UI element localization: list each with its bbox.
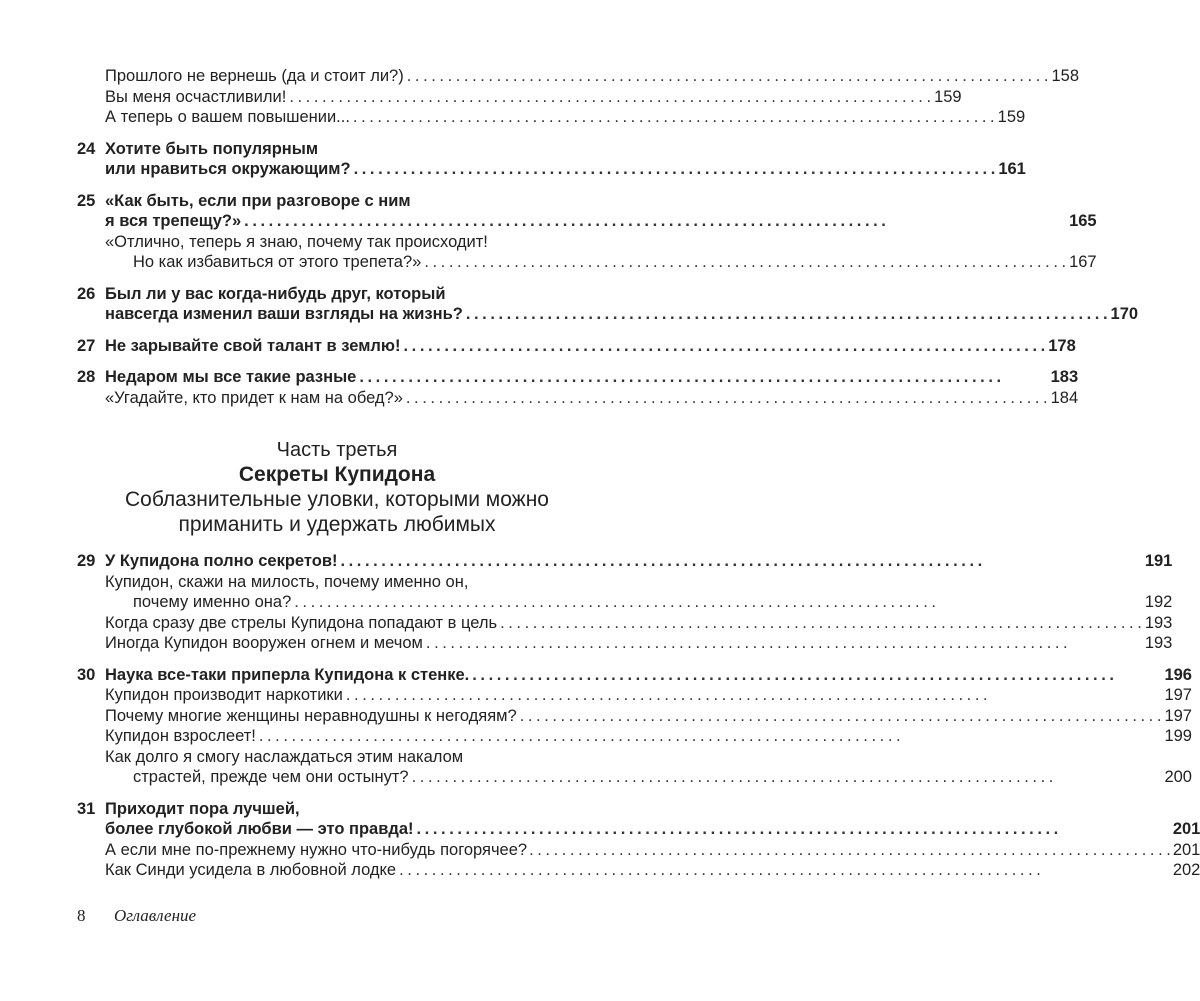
page-number: 201 [1172,820,1200,838]
page-number: 200 [1164,768,1192,786]
dot-leader [404,336,1046,357]
dot-leader [354,159,996,180]
page-number: 161 [998,160,1026,178]
page-number: 193 [1144,613,1173,632]
running-title: Оглавление [114,906,197,925]
dot-leader [500,613,1142,634]
subentry-title-cont: Но как избавиться от этого трепета?» [133,253,422,271]
toc-chapter-28 [77,367,1079,408]
page-number: 165 [1069,212,1097,230]
dot-leader [244,211,1066,232]
chapter-number: 27 [77,336,96,355]
chapter-title-cont: или нравиться окружающим? [105,160,351,178]
chapter-number: 30 [77,665,96,684]
dot-leader [359,367,1047,388]
toc-subentry [77,107,1026,128]
part-title: Секреты Купидона [238,463,436,486]
toc-chapter-29 [77,551,1173,654]
toc-chapter-30 [77,665,1192,788]
subentry-title-cont: почему именно она? [133,593,292,611]
dot-leader [353,107,995,128]
dot-leader [466,304,1108,325]
part-subtitle-cont: приманить и удержать любимых [178,513,496,536]
subentry-title: Купидон производит наркотики [105,686,343,704]
dot-leader [407,66,1049,87]
chapter-title: Хотите быть популярным [105,139,319,158]
subentry-title: Купидон, скажи на милость, почему именно он, [105,572,469,591]
subentry-title: Как Синди усидела в любовной лодке [105,861,397,879]
dot-leader [340,551,1141,572]
chapter-number: 29 [77,552,96,570]
page-number: 202 [1172,861,1200,879]
page-number: 197 [1164,686,1192,704]
dot-leader [520,706,1162,727]
page-number: 193 [1144,634,1173,652]
page-number: 191 [1144,552,1173,570]
page-number: 201 [1172,840,1200,859]
entry-title: А теперь о вашем повышении... [105,108,350,126]
chapter-number: 28 [77,368,96,386]
page-number: 192 [1144,593,1173,611]
chapter-title-cont: более глубокой любви — это правда! [105,820,414,838]
page-number: 184 [1050,388,1079,407]
subentry-title-cont: страстей, прежде чем они остынут? [133,768,409,786]
chapter-title: Наука все-таки приперла Купидона к стенке. [105,665,470,684]
toc-chapter-26 [77,284,1139,325]
page-number: 170 [1110,305,1139,323]
chapter-title: Приходит пора лучшей, [105,799,300,818]
dot-leader [426,633,1142,654]
part-subtitle: Соблазнительные уловки, которыми можно [125,488,549,511]
chapter-number: 31 [77,799,96,818]
toc-subentry [77,66,1079,87]
page-number: 183 [1050,368,1079,386]
dot-leader [294,592,1142,613]
toc-subentry [77,87,962,108]
toc-chapter-27 [77,336,1076,357]
entry-title: Прошлого не вернешь (да и стоит ли?) [105,67,404,85]
subentry-title: А если мне по-прежнему нужно что-нибудь погорячее? [105,840,528,859]
chapter-title: У Купидона полно секретов! [105,552,338,570]
chapter-number: 25 [77,191,96,210]
folio-page-number: 8 [77,906,86,925]
subentry-title: Когда сразу две стрелы Купидона попадают в цель [105,613,498,632]
subentry-title: Купидон взрослеет! [105,727,256,745]
subentry-title: Иногда Купидон вооружен огнем и мечом [105,634,423,652]
page-number: 159 [934,87,962,106]
chapter-title-cont: я вся трепещу?» [105,212,242,230]
page-footer [77,906,196,926]
subentry-title: «Угадайте, кто придет к нам на обед?» [105,388,403,407]
table-of-contents [77,66,1200,881]
page-number: 158 [1051,67,1079,85]
chapter-number: 26 [77,284,96,303]
dot-leader [399,860,1170,881]
toc-chapter-31 [77,799,1200,881]
dot-leader [289,87,931,108]
page-number: 159 [997,108,1026,126]
chapter-title-cont: навсегда изменил ваши взгляды на жизнь? [105,305,463,323]
page-number: 199 [1164,727,1192,745]
page-number: 167 [1069,253,1097,271]
dot-leader [472,665,1161,686]
chapter-title: Недаром мы все такие разные [105,368,357,386]
chapter-title: Был ли у вас когда-нибудь друг, который [105,284,446,303]
dot-leader [417,819,1170,840]
entry-title: Вы меня осчастливили! [105,87,287,106]
toc-chapter-25 [77,191,1097,273]
subentry-title: Почему многие женщины неравнодушны к негодяям? [105,706,517,725]
dot-leader [406,388,1048,409]
dot-leader [259,726,1162,747]
chapter-title: Не зарывайте свой талант в землю! [105,336,401,355]
page-number: 196 [1164,665,1192,684]
part-label: Часть третья [276,439,398,461]
page-number: 178 [1048,336,1076,355]
chapter-title: «Как быть, если при разговоре с ним [105,191,411,210]
dot-leader [412,767,1162,788]
toc-chapter-24 [77,139,1026,180]
dot-leader [529,840,1171,861]
page-number: 197 [1164,706,1192,725]
dot-leader [346,685,1162,706]
subentry-title: Как долго я смогу наслаждаться этим накалом [105,747,464,766]
part-heading [77,438,597,537]
dot-leader [424,252,1066,273]
chapter-number: 24 [77,139,96,158]
subentry-title: «Отлично, теперь я знаю, почему так происходит! [105,232,488,251]
